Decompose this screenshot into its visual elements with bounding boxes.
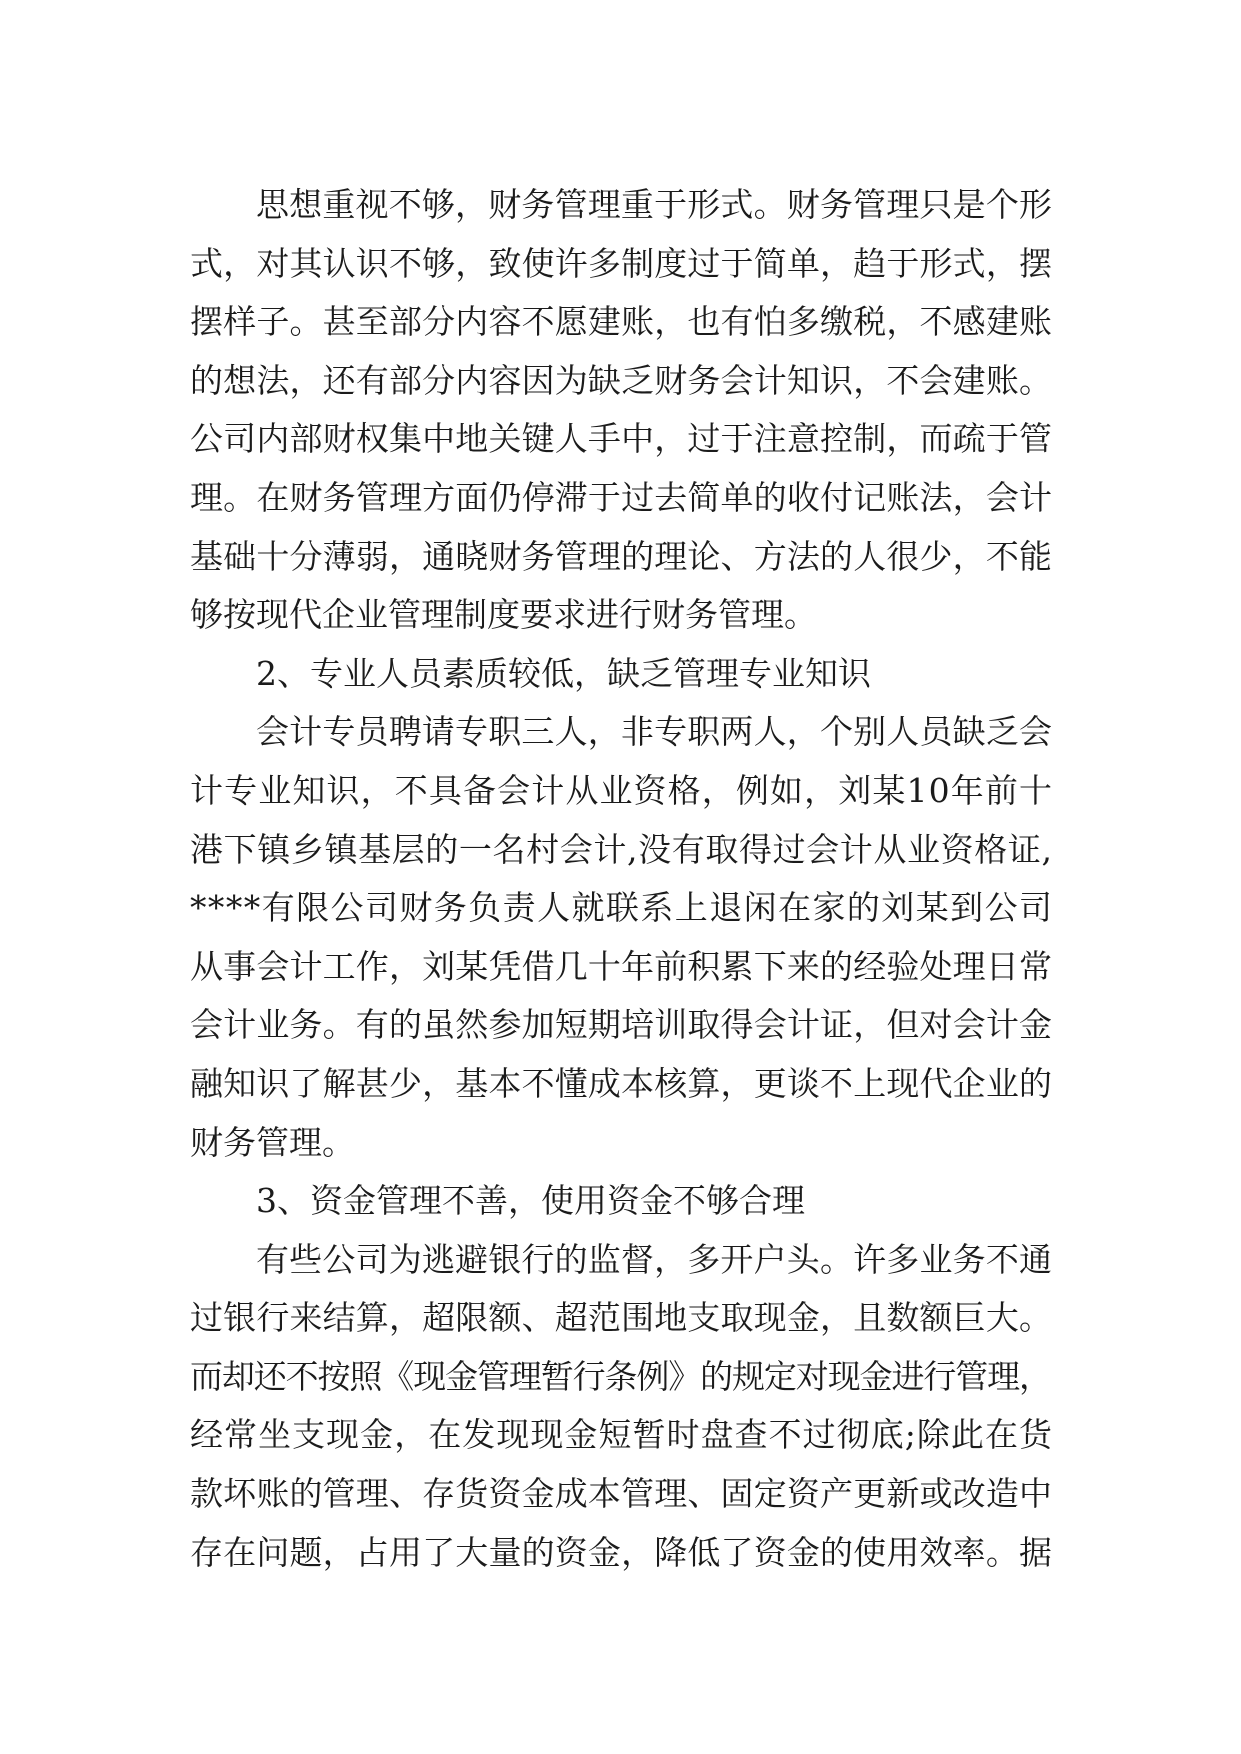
paragraph-line: 有些公司为逃避银行的监督，多开户头。许多业务不通: [256, 1239, 1053, 1279]
paragraph-line: 会计专员聘请专职三人，非专职两人，个别人员缺乏会: [256, 712, 1053, 752]
paragraph-line: 摆样子。甚至部分内容不愿建账，也有怕多缴税，不感建账: [190, 302, 1053, 342]
section-heading-2: [190, 645, 1052, 704]
paragraph-line: 的想法，还有部分内容因为缺乏财务会计知识，不会建账。: [190, 360, 1053, 400]
paragraph-line: ****有限公司财务负责人就联系上退闲在家的刘某到公司: [190, 888, 1054, 928]
paragraph-line: 财务管理。: [190, 1122, 355, 1162]
paragraph-line: 过银行来结算，超限额、超范围地支取现金，且数额巨大。: [190, 1298, 1053, 1338]
document-body: [190, 176, 1052, 1582]
paragraph-line: 思想重视不够，财务管理重于形式。财务管理只是个形: [256, 185, 1053, 224]
paragraph-line: 而却还不按照《现金管理暂行条例》的规定对现金进行管理，: [190, 1356, 1051, 1396]
paragraph-fund-management: [190, 1231, 1052, 1583]
paragraph-line: 存在问题，占用了大量的资金，降低了资金的使用效率。据: [190, 1532, 1053, 1572]
paragraph-line: 公司内部财权集中地关键人手中，过于注意控制，而疏于管: [190, 419, 1053, 459]
paragraph-formality-of-management: [190, 176, 1052, 645]
paragraph-line: 港下镇乡镇基层的一名村会计,没有取得过会计从业资格证,: [190, 829, 1053, 869]
paragraph-line: 式，对其认识不够，致使许多制度过于简单，趋于形式，摆: [190, 243, 1053, 283]
paragraph-line: 融知识了解甚少，基本不懂成本核算，更谈不上现代企业的: [190, 1063, 1053, 1103]
paragraph-line: 经常坐支现金，在发现现金短暂时盘查不过彻底;除此在货: [190, 1415, 1054, 1455]
paragraph-accounting-staff: [190, 703, 1052, 1172]
paragraph-line: 理。在财务管理方面仍停滞于过去简单的收付记账法，会计: [190, 477, 1053, 517]
section-heading: 3、资金管理不善，使用资金不够合理: [256, 1181, 805, 1221]
paragraph-line: 计专业知识，不具备会计从业资格，例如，刘某10年前十: [190, 770, 1054, 810]
section-heading-3: [190, 1172, 1052, 1231]
paragraph-line: 会计业务。有的虽然参加短期培训取得会计证，但对会计金: [190, 1005, 1053, 1045]
section-heading: 2、专业人员素质较低，缺乏管理专业知识: [256, 653, 871, 693]
paragraph-line: 够按现代企业管理制度要求进行财务管理。: [190, 595, 817, 635]
paragraph-line: 从事会计工作，刘某凭借几十年前积累下来的经验处理日常: [190, 946, 1053, 986]
paragraph-line: 基础十分薄弱，通晓财务管理的理论、方法的人很少，不能: [190, 536, 1053, 576]
paragraph-line: 款坏账的管理、存货资金成本管理、固定资产更新或改造中: [190, 1474, 1053, 1514]
